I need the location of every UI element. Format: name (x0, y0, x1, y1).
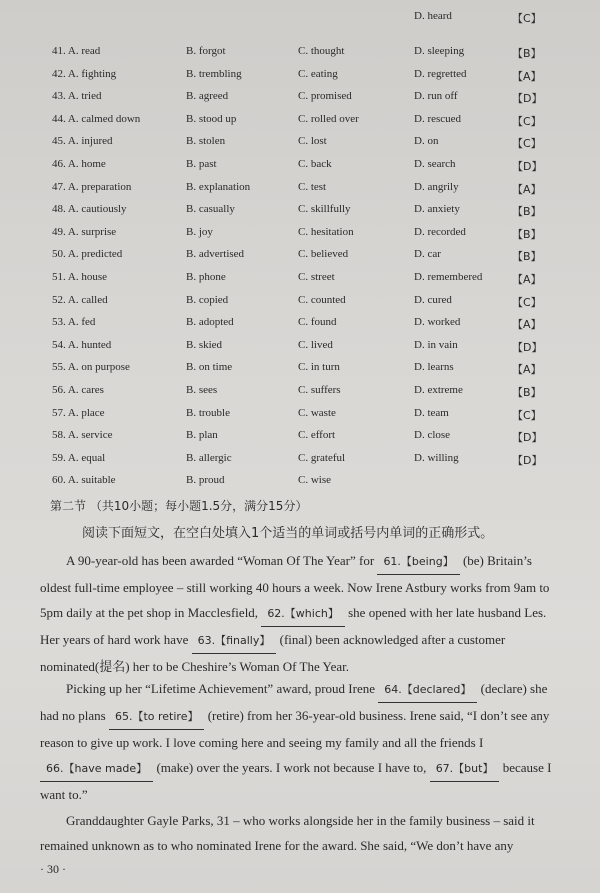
option-row (0, 339, 600, 359)
option-c: C. eating (298, 67, 338, 80)
option-b: B. copied (186, 293, 229, 306)
option-b: B. plan (186, 429, 218, 442)
option-d: D. cured (414, 293, 452, 306)
option-a: 46. A. home (52, 158, 106, 170)
option-c: C. effort (298, 429, 336, 442)
passage-paragraph-3: Granddaughter Gayle Parks, 31 – who works alongside her in the family business – said it remained unknown as to who nominated Irene for the award. She said, “We don’t have any (40, 813, 535, 853)
answer-key: 【C】 (512, 114, 542, 128)
answer-key: 【A】 (512, 273, 542, 286)
option-d: D. sleeping (414, 45, 465, 57)
option-d: D. search (414, 158, 456, 170)
option-c: C. believed (298, 248, 349, 261)
option-row (0, 294, 600, 314)
option-row (0, 429, 600, 449)
options-top-row (0, 10, 600, 30)
option-b: B. adopted (186, 316, 234, 329)
option-a: 51. A. house (52, 271, 107, 283)
option-row (0, 248, 600, 268)
option-c: C. lived (298, 338, 333, 351)
blank-62: 62.【which】 (261, 601, 345, 627)
option-b: B. forgot (186, 45, 226, 57)
option-b: B. agreed (186, 90, 229, 103)
option-b: B. on time (186, 361, 233, 374)
option-row (0, 90, 600, 110)
option-row (0, 45, 600, 65)
option-row (0, 271, 600, 291)
option-a: 53. A. fed (52, 316, 96, 329)
option-c: C. promised (298, 90, 352, 103)
option-b: B. sees (186, 384, 218, 396)
option-b: B. phone (186, 271, 226, 283)
option-row (0, 203, 600, 223)
option-a: 44. A. calmed down (52, 112, 141, 125)
option-c: C. thought (298, 45, 345, 57)
option-c: C. wise (298, 474, 331, 487)
answer-key: 【B】 (512, 205, 542, 219)
option-d: D. extreme (414, 384, 463, 396)
passage-paragraph-1: A 90-year-old has been awarded “Woman Of The Year” for 61.【being】 (be) Britain’s oldest full-time employee – still working 40 hours a week. Now Irene Astbury works from 9am to 5pm daily at the pet shop in Macclesfield, 62.【which】 she opened with her late husband Les. Her years of hard work have 63.【finally】 (final) been acknowledged after a customer nominated(提名) her to be Cheshire’s Woman Of The Year. (40, 548, 560, 679)
answer-key: 【C】 (512, 295, 542, 309)
option-a: 55. A. on purpose (52, 361, 130, 374)
option-row (0, 135, 600, 155)
option-c: C. counted (298, 293, 346, 306)
option-c: C. in turn (298, 361, 340, 374)
option-d: D. remembered (414, 271, 483, 283)
blank-61: 61.【being】 (377, 549, 459, 575)
answer-key: 【A】 (512, 363, 542, 377)
option-a: 41. A. read (52, 45, 101, 57)
blank-65: 65.【to retire】 (109, 704, 205, 730)
option-c: C. street (298, 271, 335, 283)
option-b: B. trembling (186, 67, 242, 80)
option-a: 50. A. predicted (52, 248, 123, 261)
option-a: 58. A. service (52, 429, 113, 442)
answer-key: 【B】 (512, 250, 542, 264)
option-c: C. back (298, 158, 332, 170)
option-row (0, 474, 600, 494)
option-d: D. team (414, 406, 449, 419)
answer-key: 【D】 (512, 92, 543, 106)
option-a: 47. A. preparation (52, 180, 132, 193)
option-a: 48. A. cautiously (52, 203, 127, 216)
option-a: 43. A. tried (52, 90, 102, 103)
option-row (0, 68, 600, 88)
option-c: C. waste (298, 406, 336, 419)
option-row (0, 226, 600, 246)
option-a: 45. A. injured (52, 135, 113, 148)
option-row (0, 384, 600, 404)
option-b: B. trouble (186, 406, 230, 419)
option-c: C. found (298, 316, 337, 329)
answer-key: 【B】 (512, 386, 542, 399)
answer-key: 【C】 (512, 12, 542, 25)
option-a: 49. A. surprise (52, 225, 117, 238)
option-a: 42. A. fighting (52, 67, 117, 80)
option-c: C. lost (298, 135, 327, 148)
option-c: C. skillfully (298, 203, 351, 216)
option-a: 57. A. place (52, 406, 105, 419)
answer-key: 【C】 (512, 408, 542, 422)
option-d: D. recorded (414, 225, 466, 238)
passage-paragraph-2: Picking up her “Lifetime Achievement” award, proud Irene 64.【declared】 (declare) she had no plans 65.【to retire】 (retire) from her 36-year-old business. Irene said, “I don’t see any reason to give up work. I love coming here and seeing my family and all the friends I 66.【have made】 (make) over the years. I work not because I have to, 67.【but】 because I want to.” (40, 676, 560, 807)
option-d: D. learns (414, 361, 454, 374)
option-c: C. test (298, 180, 327, 193)
answer-key: 【A】 (512, 69, 542, 83)
option-d: D. run off (414, 90, 458, 103)
answer-key: 【C】 (512, 137, 542, 151)
option-b: B. proud (186, 474, 225, 487)
option-c: C. rolled over (298, 112, 359, 125)
answer-key: 【B】 (512, 47, 542, 60)
option-b: B. advertised (186, 248, 245, 261)
option-row (0, 181, 600, 201)
option-a: 60. A. suitable (52, 474, 116, 487)
option-b: B. stood up (186, 112, 237, 125)
option-b: B. explanation (186, 180, 251, 193)
section-instruction: 阅读下面短文，在空白处填入1个适当的单词或括号内单词的正确形式。 (82, 526, 494, 541)
option-b: B. skied (186, 338, 223, 351)
option-d: D. on (414, 135, 439, 148)
option-row (0, 158, 600, 178)
option-b: B. past (186, 158, 217, 170)
answer-key: 【D】 (512, 160, 543, 173)
option-row (0, 113, 600, 133)
answer-key: 【A】 (512, 182, 542, 196)
answer-key: 【A】 (512, 318, 542, 332)
option-row (0, 407, 600, 427)
page-number: · 30 · (40, 862, 66, 876)
option-a: 56. A. cares (52, 384, 104, 396)
option-b: B. casually (186, 203, 235, 216)
answer-key: 【D】 (512, 431, 543, 445)
blank-64: 64.【declared】 (378, 677, 477, 703)
option-a: 52. A. called (52, 293, 108, 306)
blank-66: 66.【have made】 (40, 756, 153, 782)
answer-key: 【D】 (512, 453, 543, 467)
option-row (0, 361, 600, 381)
answer-key: 【B】 (512, 227, 542, 241)
option-d: D. willing (414, 451, 459, 464)
option-d: D. worked (414, 316, 461, 329)
option-row (0, 452, 600, 472)
option-d: D. regretted (414, 67, 467, 80)
option-row (0, 316, 600, 336)
option-d: D. heard (414, 10, 452, 22)
option-a: 54. A. hunted (52, 338, 112, 351)
option-d: D. car (414, 248, 441, 261)
option-b: B. allergic (186, 451, 232, 464)
blank-67: 67.【but】 (430, 756, 500, 782)
option-b: B. stolen (186, 135, 226, 148)
section-heading: 第二节 （共10小题；每小题1.5分，满分15分） (50, 499, 308, 513)
option-b: B. joy (186, 225, 213, 238)
blank-63: 63.【finally】 (192, 628, 277, 654)
answer-key: 【D】 (512, 340, 543, 354)
option-c: C. hesitation (298, 225, 354, 238)
option-c: C. grateful (298, 451, 346, 464)
option-a: 59. A. equal (52, 451, 106, 464)
option-d: D. in vain (414, 338, 458, 351)
option-d: D. angrily (414, 180, 459, 193)
option-c: C. suffers (298, 384, 341, 396)
option-d: D. close (414, 429, 451, 442)
option-d: D. anxiety (414, 203, 460, 216)
option-d: D. rescued (414, 112, 462, 125)
